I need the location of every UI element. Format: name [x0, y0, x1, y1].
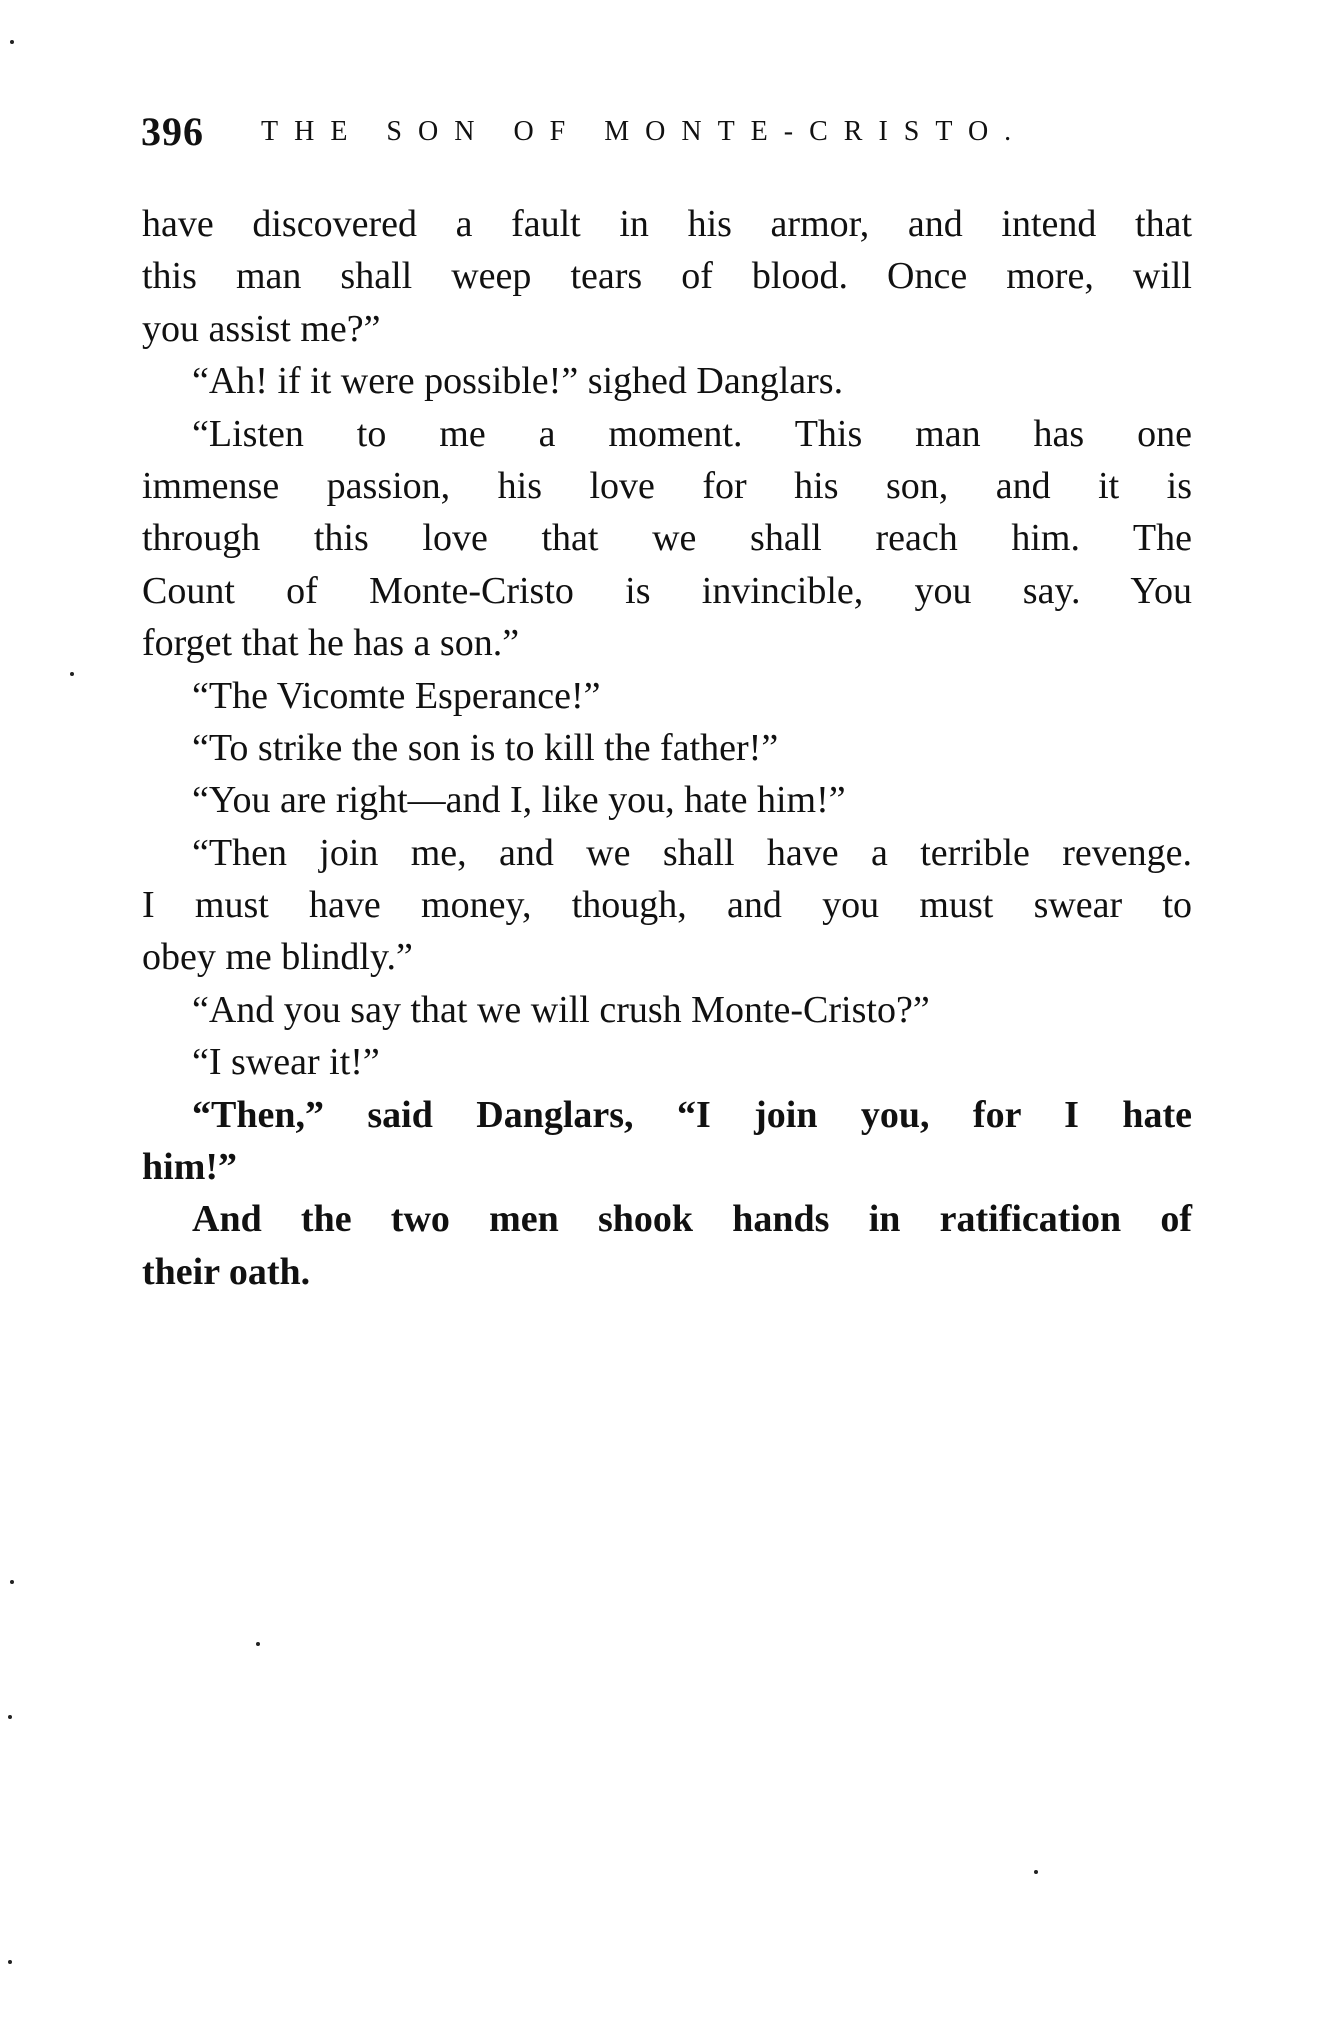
- text-line: their oath.: [142, 1250, 311, 1293]
- text-line: I must have money, though, and you must swear to: [142, 884, 1192, 927]
- running-title: THE SON OF MONTE-CRISTO.: [261, 116, 1028, 147]
- scan-speck: [10, 1580, 14, 1584]
- text-line: “Listen to me a moment. This man has one: [192, 412, 1192, 455]
- body-text: [142, 198, 1192, 1298]
- text-line: “Then,” said Danglars, “I join you, for I hate: [192, 1093, 1192, 1136]
- text-line: obey me blindly.”: [142, 936, 413, 979]
- text-line: you assist me?”: [142, 307, 381, 350]
- page-number: 396: [141, 109, 204, 154]
- text-line: this man shall weep tears of blood. Once more, will: [142, 255, 1192, 298]
- text-line: Count of Monte-Cristo is invincible, you say. You: [142, 569, 1192, 612]
- scan-speck: [8, 1960, 12, 1964]
- text-line: And the two men shook hands in ratification of: [192, 1198, 1192, 1241]
- text-line: “You are right—and I, like you, hate him!”: [192, 779, 846, 822]
- scan-speck: [8, 1715, 12, 1719]
- text-line: him!”: [142, 1146, 237, 1189]
- text-line: “I swear it!”: [192, 1041, 380, 1084]
- page-header: [141, 108, 1191, 158]
- text-line: “The Vicomte Esperance!”: [192, 674, 601, 717]
- scan-speck: [256, 1642, 260, 1646]
- text-line: “And you say that we will crush Monte-Cristo?”: [192, 988, 930, 1031]
- text-line: through this love that we shall reach him. The: [142, 517, 1192, 560]
- text-line: immense passion, his love for his son, and it is: [142, 464, 1192, 507]
- text-line: “Ah! if it were possible!” sighed Danglars.: [192, 360, 844, 403]
- text-line: have discovered a fault in his armor, and intend that: [142, 203, 1192, 245]
- scan-speck: [1034, 1870, 1038, 1874]
- scan-speck: [10, 40, 14, 44]
- text-line: forget that he has a son.”: [142, 622, 520, 665]
- text-line: “To strike the son is to kill the father!”: [192, 726, 779, 769]
- text-line: “Then join me, and we shall have a terrible revenge.: [192, 831, 1192, 874]
- scan-speck: [70, 672, 74, 676]
